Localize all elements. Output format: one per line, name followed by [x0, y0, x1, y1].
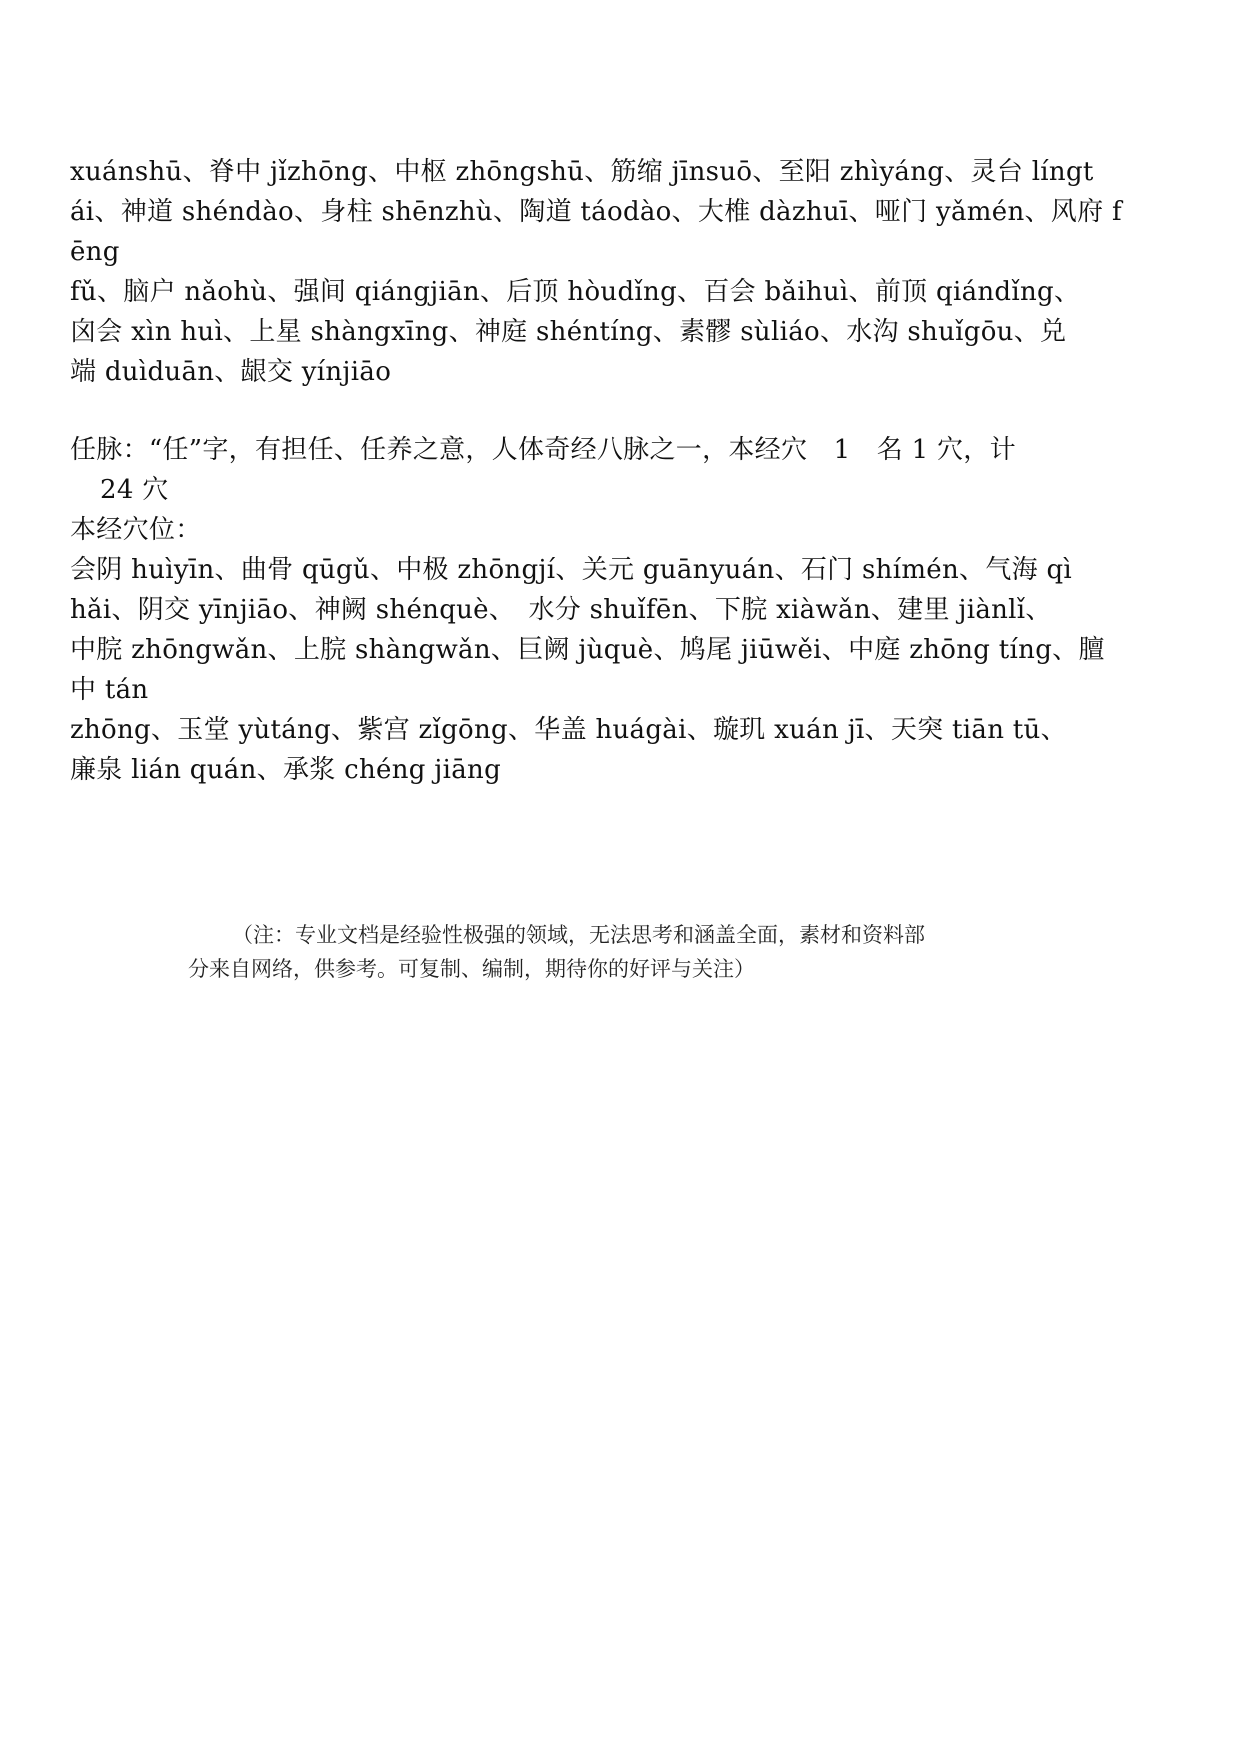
- du-mai-line-3: ēng: [70, 237, 120, 267]
- ren-mai-line-5: zhōng、玉堂 yùtáng、紫宫 zǐgōng、华盖 huágài、璇玑 xuán jī、天突 tiān tū、: [70, 715, 1067, 745]
- du-mai-line-5: 囟会 xìn huì、上星 shàngxīng、神庭 shéntíng、素髎 sùliáo、水沟 shuǐgōu、兑: [70, 317, 1067, 347]
- ren-mai-line-3: 中脘 zhōngwǎn、上脘 shàngwǎn、巨阙 jùquè、鸠尾 jiūwěi、中庭 zhōng tíng、膻: [70, 635, 1105, 665]
- du-mai-line-1: xuánshū、脊中 jǐzhōng、中枢 zhōngshū、筋缩 jīnsuō、至阳 zhìyáng、灵台 língt: [70, 157, 1094, 187]
- ren-mai-line-1: 会阴 huìyīn、曲骨 qūgǔ、中极 zhōngjí、关元 guānyuán、石门 shímén、气海 qì: [70, 555, 1073, 585]
- ren-mai-intro-line-2: 24 穴: [100, 475, 169, 505]
- ren-mai-line-4: 中 tán: [70, 675, 149, 705]
- footer-note-line-2: 分来自网络，供参考。可复制、编制，期待你的好评与关注）: [188, 957, 755, 981]
- ren-mai-line-6: 廉泉 lián quán、承浆 chéng jiāng: [70, 755, 502, 785]
- du-mai-line-6: 端 duìduān、龈交 yínjiāo: [70, 357, 392, 387]
- du-mai-line-4: fǔ、脑户 nǎohù、强间 qiángjiān、后顶 hòudǐng、百会 bǎihuì、前顶 qiándǐng、: [70, 277, 1081, 307]
- ren-mai-heading: 本经穴位：: [70, 515, 202, 545]
- footer-note-line-1: （注：专业文档是经验性极强的领域，无法思考和涵盖全面，素材和资料部: [232, 923, 925, 947]
- ren-mai-intro-line-1: 任脉：“任”字，有担任、任养之意，人体奇经八脉之一，本经穴 1 名 1 穴，计: [70, 435, 1016, 465]
- du-mai-line-2: ái、神道 shéndào、身柱 shēnzhù、陶道 táodào、大椎 dàzhuī、哑门 yǎmén、风府 f: [70, 197, 1122, 227]
- ren-mai-line-2: hǎi、阴交 yīnjiāo、神阙 shénquè、 水分 shuǐfēn、下脘 xiàwǎn、建里 jiànlǐ、: [70, 595, 1052, 625]
